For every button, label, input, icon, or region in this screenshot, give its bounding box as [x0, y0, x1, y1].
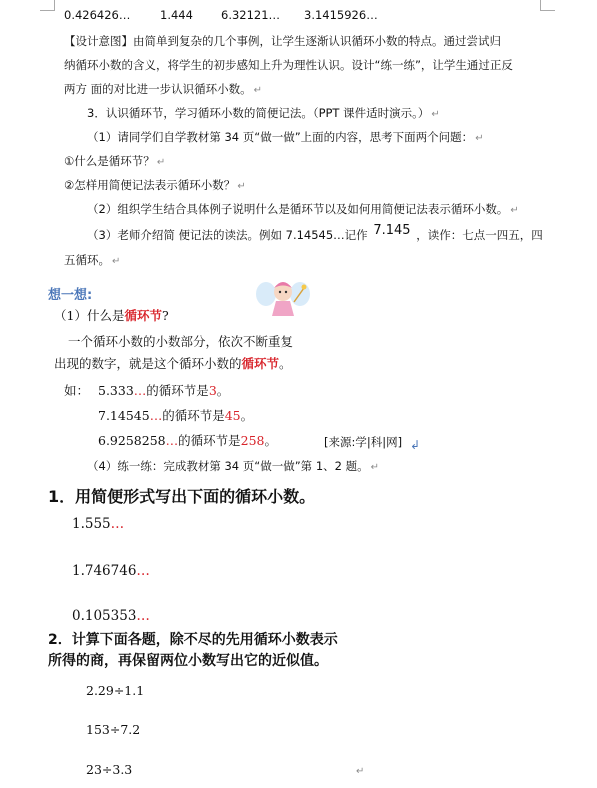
exercise1-item: 0.105353: [72, 608, 137, 624]
slide-question: （1）什么是: [54, 308, 125, 323]
example-row: [98, 381, 229, 399]
example-row: [98, 431, 277, 449]
step3-p3-line2: 五循环。: [64, 253, 110, 267]
example-end: 。: [240, 408, 254, 423]
header-number: 0.426426…: [64, 8, 131, 22]
exercise2-item: 23÷3.3: [86, 762, 133, 777]
step3-p2: （2）组织学生结合具体例子说明什么是循环节以及如何用简便记法表示循环小数。: [87, 202, 509, 216]
slide-heading: 想一想:: [48, 288, 93, 303]
source-note: [来源:学|科|网]: [324, 435, 403, 449]
exercise1-title: 1．用简便形式写出下面的循环小数。: [48, 487, 316, 506]
step3-title: 3．认识循环节，学习循环小数的简便记法。（PPT 课件适时演示。）: [87, 106, 430, 120]
anchor-mark-icon: ↲: [410, 438, 421, 452]
example-end: 。: [264, 433, 277, 448]
example-cycle-value: 45: [224, 408, 241, 423]
paragraph-mark-icon: ↵: [253, 85, 263, 96]
step3-p1: （1）请同学们自学教材第 34 页“做一做”上面的内容，思考下面两个问题：: [87, 130, 474, 144]
intent-line: 【设计意图】由简单到复杂的几个事例，让学生逐渐认识循环小数的特点。通过尝试归: [64, 34, 501, 48]
step3-p3: （3）老师介绍简 便记法的读法。例如 7.14545…记作: [87, 228, 368, 242]
intent-line: 两方 面的对比进一步认识循环小数。: [64, 82, 252, 96]
example-number: 6.9258258: [98, 433, 166, 448]
ellipsis-dots: …: [165, 433, 179, 448]
example-label: 如：: [64, 383, 90, 398]
paragraph-mark-icon: ↵: [356, 766, 365, 777]
example-text: 的循环节是: [146, 383, 209, 398]
header-number: 3.1415926…: [304, 8, 378, 22]
intent-line: 纳循环小数的含义，将学生的初步感知上升为理性认识。设计“练一练”，让学生通过正反: [64, 58, 513, 72]
paragraph-mark-icon: ↵: [112, 256, 121, 267]
ellipsis-dots: …: [136, 563, 150, 579]
page-corner-mark: [40, 0, 55, 11]
fairy-illustration: [256, 276, 310, 324]
exercise2-title: 2．计算下面各题，除不尽的先用循环小数表示: [48, 632, 338, 648]
definition-line: 出现的数字，就是这个循环小数的: [54, 356, 242, 371]
paragraph-mark-icon: ↵: [237, 181, 246, 192]
definition-line: 一个循环小数的小数部分，依次不断重复: [68, 334, 294, 349]
step4-text: （4）练一练：完成教材第 34 页“做一做”第 1、2 题。: [87, 459, 369, 473]
paragraph-mark-icon: ↵: [510, 205, 519, 216]
exercise2-item: 2.29÷1.1: [86, 683, 145, 698]
paragraph-mark-icon: ↵: [370, 462, 380, 473]
step3-question: ②怎样用简便记法表示循环小数？: [64, 178, 236, 192]
example-cycle-value: 3: [208, 383, 217, 398]
keyword-cycle: 循环节: [124, 308, 162, 323]
ellipsis-dots: …: [136, 608, 150, 624]
step3-p3-reading: ，读作：七点一四五，四: [416, 228, 543, 242]
definition-end: 。: [279, 356, 292, 371]
slide-question-mark: ?: [161, 308, 169, 323]
paragraph-mark-icon: ↵: [156, 157, 166, 168]
repeating-decimal-example: 7.145: [373, 223, 411, 238]
paragraph-mark-icon: ↵: [475, 133, 484, 144]
exercise2-title: 所得的商，再保留两位小数写出它的近似值。: [48, 653, 328, 669]
example-cycle-value: 258: [240, 433, 265, 448]
example-text: 的循环节是: [178, 433, 241, 448]
page-corner-mark: [540, 0, 555, 11]
ellipsis-dots: …: [149, 408, 163, 423]
header-number: 6.32121…: [221, 8, 281, 22]
header-number: 1.444: [160, 8, 193, 22]
example-number: 7.14545: [98, 408, 150, 423]
exercise1-item: 1.746746: [72, 563, 137, 579]
example-end: 。: [216, 383, 230, 398]
exercise2-item: 153÷7.2: [86, 722, 141, 737]
keyword-cycle: 循环节: [241, 356, 280, 371]
example-number: 5.333: [98, 383, 134, 398]
example-row: [98, 406, 253, 424]
exercise1-item: 1.555: [72, 516, 111, 532]
example-text: 的循环节是: [162, 408, 225, 423]
ellipsis-dots: …: [110, 516, 125, 532]
ellipsis-dots: …: [133, 383, 147, 398]
paragraph-mark-icon: ↵: [431, 109, 440, 120]
step3-question: ①什么是循环节？: [64, 154, 155, 168]
